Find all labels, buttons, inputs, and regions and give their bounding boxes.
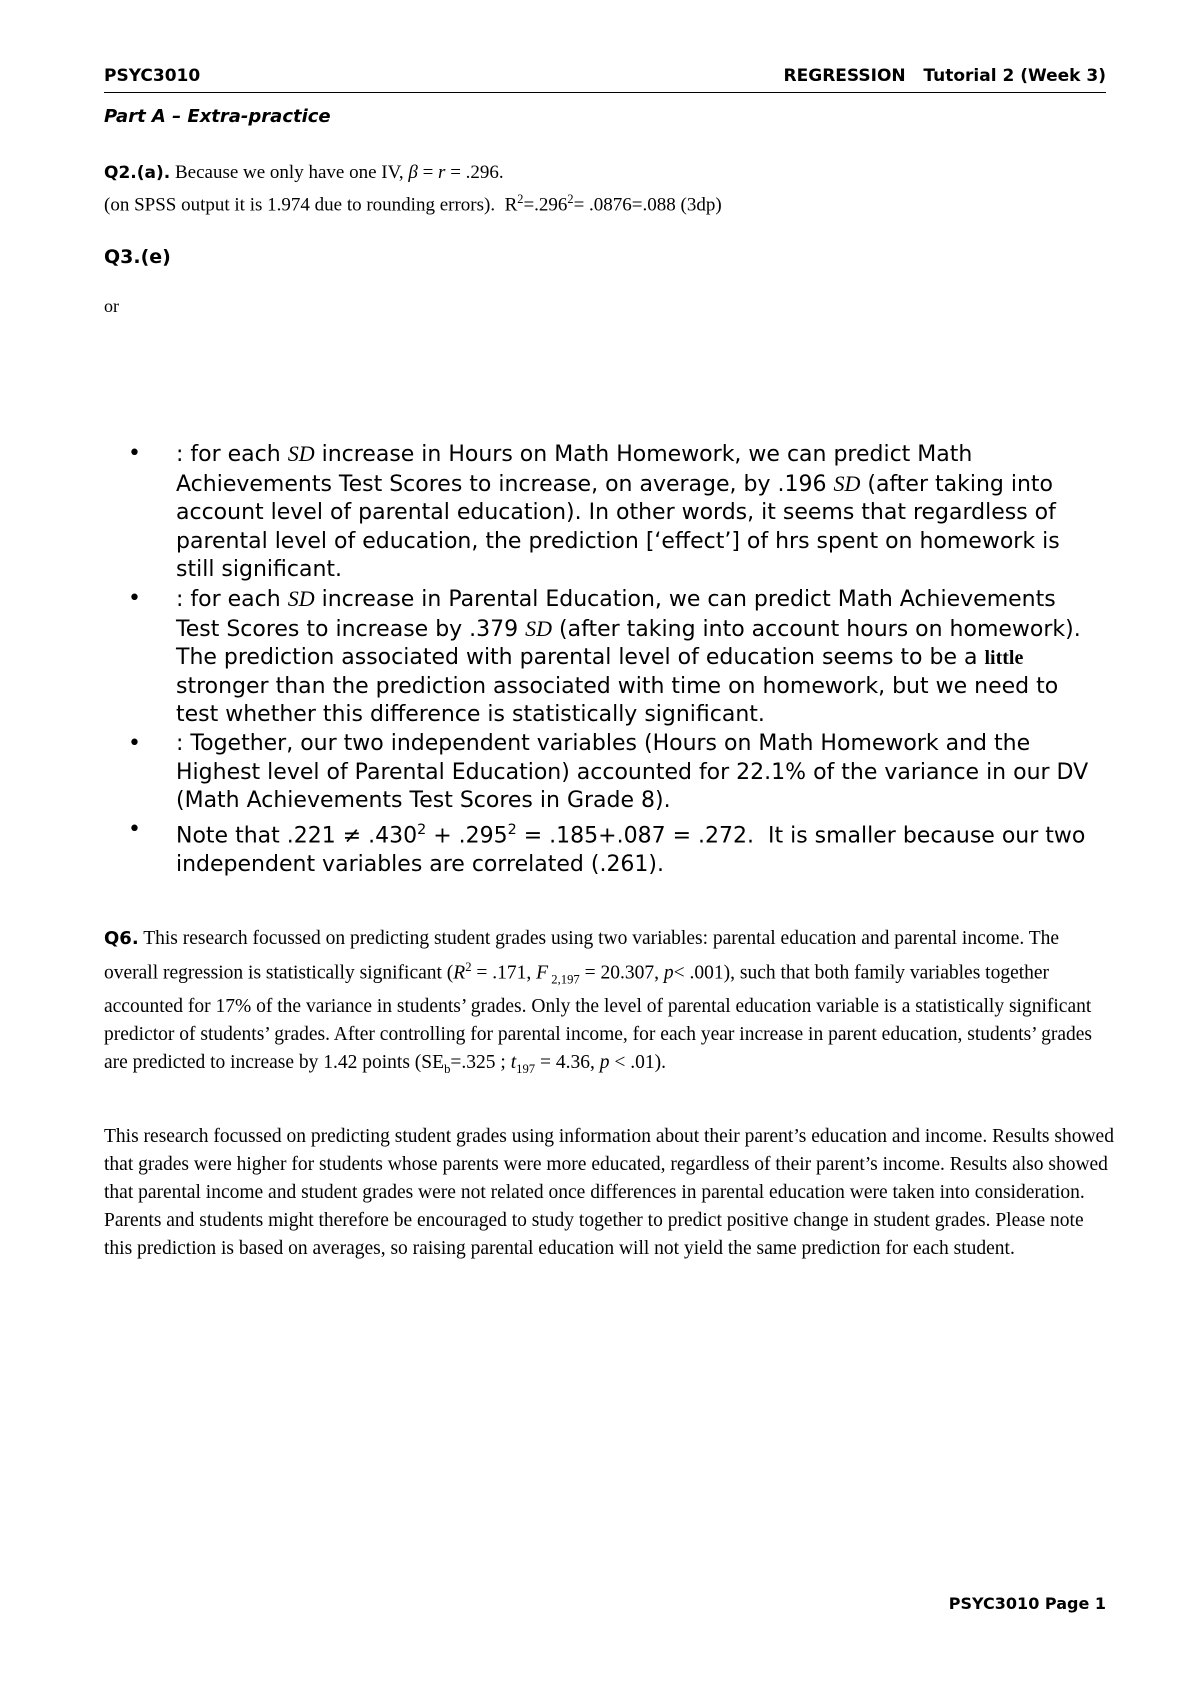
- q6-text: < .01).: [609, 1052, 666, 1074]
- q2-text: = .0876=.088 (3dp): [573, 194, 722, 216]
- r-symbol: R: [453, 962, 466, 984]
- bullet-text: : for each: [176, 442, 288, 467]
- bullet-text: stronger than the prediction associated with time on homework, but we need to test whether this difference is statistically significant.: [176, 673, 1059, 728]
- q6-answer: [104, 925, 1114, 1083]
- q2-text: Because we only have one IV,: [170, 162, 409, 183]
- superscript: 2: [465, 960, 472, 974]
- emphasis-little: little: [984, 647, 1024, 670]
- bullet-text: (after taking into account level of parental education). In other words, it seems that regardless of parental level of education, the prediction [‘effect’] of hrs spent on homework is still significant.: [176, 471, 1060, 583]
- sd-symbol: SD: [525, 615, 553, 641]
- bullet-text: : for each: [176, 586, 288, 612]
- p-symbol: p: [663, 962, 674, 984]
- subscript: 2,197: [548, 972, 580, 987]
- q2-text: (on SPSS output it is 1.974 due to rounding errors). R: [104, 194, 518, 216]
- q2-text: = .296.: [445, 162, 504, 183]
- q2-text: =.296: [523, 194, 568, 216]
- or-text: or: [104, 296, 119, 316]
- superscript: 2: [517, 192, 524, 206]
- subscript: b: [444, 1062, 451, 1077]
- q6-text: = 4.36,: [535, 1052, 600, 1074]
- sd-symbol: SD: [287, 585, 315, 611]
- bullet-icon: •: [128, 816, 141, 842]
- q2-text: =: [417, 162, 439, 183]
- bullet-icon: •: [128, 585, 141, 611]
- lay-summary-paragraph: This research focussed on predicting student grades using information about their parent’s education and income. Results showed that grades were higher for students whose parents were more educated, regardless of their parent’s income. Results also showed that parental income and student grades were not related once differences in parental education were taken into consideration. Parents and students might therefore be encouraged to study together to predict positive change in student grades. Please note this prediction is based on averages, so raising parental education will not yield the same prediction for each student.: [104, 1126, 1114, 1259]
- bullet-text: increase in Hours on Math Homework, we can predict Math Achievements Test Scores to increase, on average, by .196: [176, 442, 973, 497]
- q2-answer: [104, 160, 722, 218]
- bullet-text: increase in Parental Education, we can predict Math Achievements Test Scores to increase by .379: [176, 586, 1056, 642]
- bullet-text: (after taking into account hours on homework). The prediction associated with parental level of education seems to be a: [176, 616, 1081, 671]
- p-symbol: p: [599, 1052, 610, 1074]
- r-symbol: r: [438, 162, 446, 183]
- list-item: [128, 440, 1098, 585]
- q6-text: This research focussed on predicting student grades using two variables: parental education and parental income. The overall regression is statistically significant (: [104, 928, 1060, 984]
- q2-label: Q2.(a).: [104, 163, 171, 183]
- bullet-text: = .185+.087 = .272. It is smaller because our two independent variables are correlated (.261).: [176, 823, 1093, 877]
- page-footer: PSYC3010 Page 1: [948, 1594, 1106, 1613]
- header-course: PSYC3010: [104, 66, 201, 86]
- header-title: REGRESSION Tutorial 2 (Week 3): [783, 66, 1106, 86]
- list-item: [128, 816, 1098, 880]
- sd-symbol: SD: [833, 470, 861, 496]
- bullet-icon: •: [128, 730, 141, 756]
- f-symbol: F: [536, 962, 549, 984]
- q6-text: = .171,: [471, 962, 537, 984]
- page-header: [104, 64, 1106, 93]
- part-title: Part A – Extra-practice: [104, 106, 331, 127]
- bullet-text: Note that .221 ≠ .430: [176, 823, 418, 849]
- q6-text: =.325 ;: [450, 1052, 511, 1074]
- q6-text: = 20.307,: [579, 962, 664, 984]
- interpretation-list: [128, 440, 1098, 879]
- superscript: 2: [567, 192, 574, 206]
- superscript: 2: [417, 821, 427, 838]
- beta-symbol: β: [408, 162, 418, 183]
- q6-text: < .001), such that both family variables together accounted for 17% of the variance in students’ grades. Only the level of parental education variable is a statistically significant predictor of students’ grades. After controlling for parental income, for each year increase in parent education, students’ grades are predicted to increase by 1.42 points (SE: [104, 962, 1092, 1074]
- superscript: 2: [507, 821, 517, 838]
- bullet-text: + .295: [426, 823, 508, 849]
- bullet-icon: •: [128, 441, 141, 466]
- list-item: [128, 730, 1098, 816]
- q6-label: Q6.: [104, 928, 139, 949]
- t-symbol: t: [510, 1052, 517, 1074]
- sd-symbol: SD: [287, 441, 315, 466]
- q3-label: Q3.(e): [104, 246, 171, 268]
- list-item: [128, 585, 1098, 730]
- subscript: 197: [516, 1062, 536, 1077]
- bullet-text: : Together, our two independent variables (Hours on Math Homework and the Highest level of Parental Education) accounted for 22.1% of the variance in our DV (Math Achievements Test Scores in Grade 8).: [176, 730, 1089, 814]
